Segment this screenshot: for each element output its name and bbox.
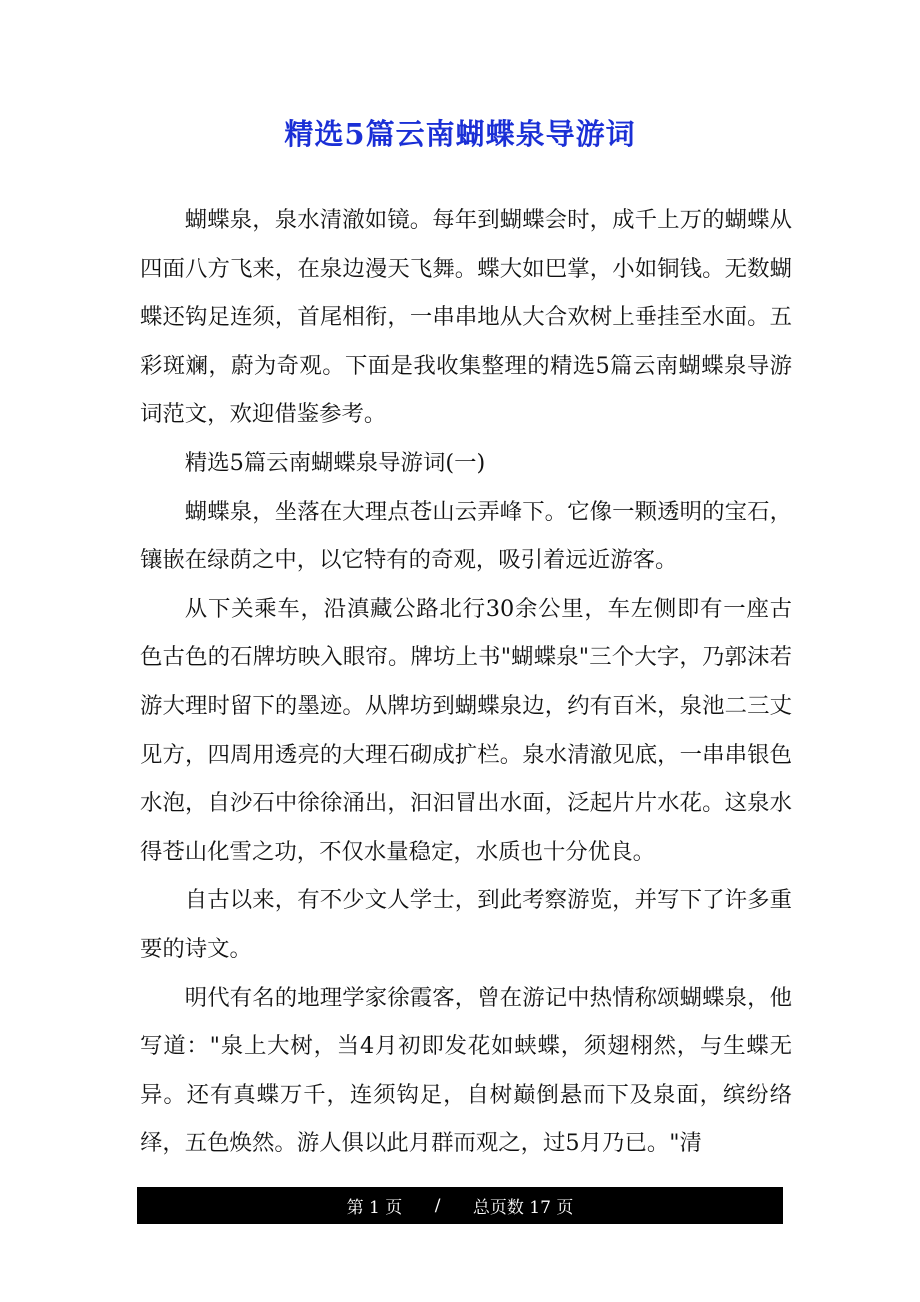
paragraph-history: 自古以来，有不少文人学士，到此考察游览，并写下了许多重要的诗文。 [140,887,792,962]
paragraph-xu-xiake: 明代有名的地理学家徐霞客，曾在游记中热情称颂蝴蝶泉，他写道："泉上大树，当4月初即发花如蛱蝶，须翅栩然，与生蝶无异。还有真蝶万千，连须钩足，自树巅倒悬而下及泉面，缤纷络绎，五色焕然。游人俱以此月群而观之，过5月乃已。"清 [140,984,792,1157]
paragraph-location: 蝴蝶泉，坐落在大理点苍山云弄峰下。它像一颗透明的宝石，镶嵌在绿荫之中，以它特有的奇观，吸引着远近游客。 [140,498,792,574]
total-pages: 总页数 17 页 [472,1198,574,1218]
page-separator: / [434,1195,441,1216]
document-body [140,196,792,1168]
document-title: 精选5篇云南蝴蝶泉导游词 [284,117,636,151]
page-number: 第 1 页 [346,1198,403,1218]
paragraph-section-heading: 精选5篇云南蝴蝶泉导游词(一) [184,449,486,476]
page-footer [137,1187,783,1224]
paragraph-route: 从下关乘车，沿滇藏公路北行30余公里，车左侧即有一座古色古色的石牌坊映入眼帘。牌坊上书"蝴蝶泉"三个大字，乃郭沫若游大理时留下的墨迹。从牌坊到蝴蝶泉边，约有百米，泉池二三丈见方，四周用透亮的大理石砌成扩栏。泉水清澈见底，一串串银色水泡，自沙石中徐徐涌出，汩汩冒出水面，泛起片片水花。这泉水得苍山化雪之功，不仅水量稳定，水质也十分优良。 [140,595,792,865]
paragraph-intro: 蝴蝶泉，泉水清澈如镜。每年到蝴蝶会时，成千上万的蝴蝶从四面八方飞来，在泉边漫天飞舞。蝶大如巴掌，小如铜钱。无数蝴蝶还钩足连须，首尾相衔，一串串地从大合欢树上垂挂至水面。五彩斑斓，蔚为奇观。下面是我收集整理的精选5篇云南蝴蝶泉导游词范文，欢迎借鉴参考。 [140,207,792,428]
